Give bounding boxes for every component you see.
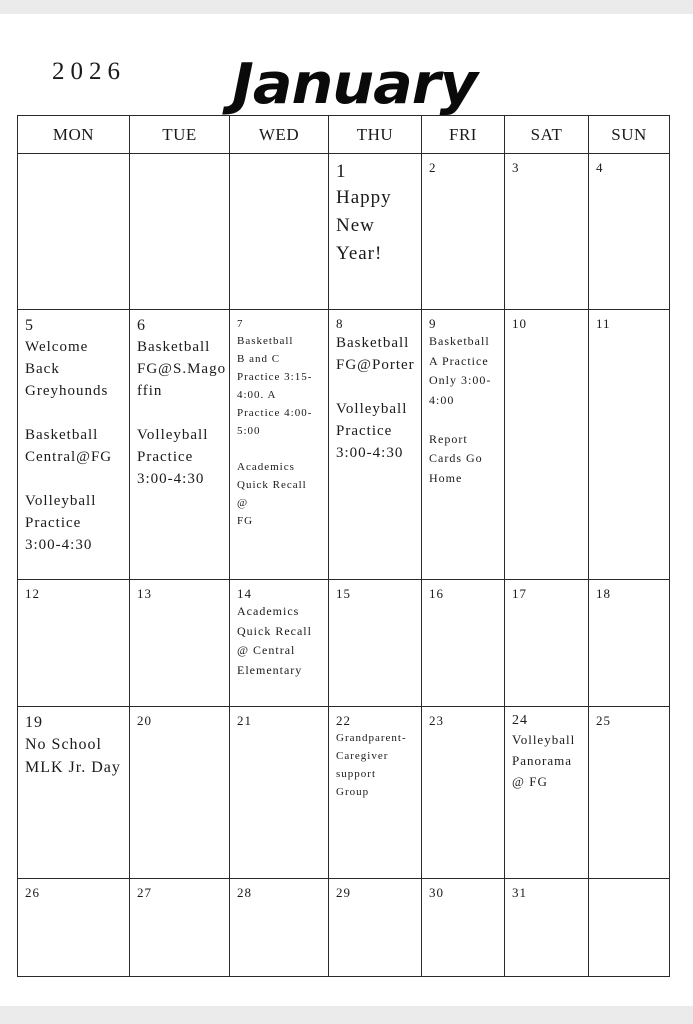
day-cell <box>422 154 505 310</box>
day-number: 21 <box>237 713 252 728</box>
day-cell <box>230 154 329 310</box>
day-number: 29 <box>336 885 351 900</box>
day-number: 17 <box>512 586 527 601</box>
day-number: 24 <box>512 713 528 728</box>
week-row <box>18 154 670 310</box>
day-number: 9 <box>429 316 437 331</box>
day-cell <box>505 707 589 879</box>
day-cell <box>230 310 329 580</box>
day-cell <box>505 580 589 707</box>
day-number: 15 <box>336 586 351 601</box>
day-event: No School MLK Jr. Day <box>25 736 121 776</box>
day-cell <box>422 707 505 879</box>
weekday-header: FRI <box>422 116 505 154</box>
day-cell <box>130 580 230 707</box>
day-cell <box>589 707 670 879</box>
day-event: Basketball FG@S.Mago ffin Volleyball Practice 3:00-4:30 <box>137 339 227 487</box>
day-cell <box>329 879 422 977</box>
day-cell <box>589 310 670 580</box>
day-number: 2 <box>429 160 437 175</box>
day-number: 16 <box>429 586 444 601</box>
day-cell <box>422 580 505 707</box>
day-cell <box>18 310 130 580</box>
day-cell <box>130 879 230 977</box>
week-row <box>18 310 670 580</box>
day-number: 18 <box>596 586 611 601</box>
day-cell <box>589 154 670 310</box>
day-event: Volleyball Panorama @ FG <box>512 732 576 789</box>
day-cell <box>18 879 130 977</box>
day-cell <box>130 154 230 310</box>
day-number: 5 <box>25 317 34 334</box>
day-cell <box>422 310 505 580</box>
day-cell <box>18 154 130 310</box>
day-number: 7 <box>237 318 244 330</box>
day-number: 3 <box>512 160 520 175</box>
calendar-page <box>0 14 693 1006</box>
day-number: 30 <box>429 885 444 900</box>
day-number: 13 <box>137 586 152 601</box>
day-cell <box>329 154 422 310</box>
day-cell <box>329 310 422 580</box>
day-number: 4 <box>596 160 604 175</box>
day-cell <box>422 879 505 977</box>
day-number: 14 <box>237 586 252 601</box>
day-cell <box>329 707 422 879</box>
weekday-header: SUN <box>589 116 670 154</box>
day-cell <box>130 707 230 879</box>
day-number: 26 <box>25 885 40 900</box>
weekday-header: WED <box>230 116 329 154</box>
day-number: 19 <box>25 714 43 731</box>
day-number: 11 <box>596 316 611 331</box>
weekday-header: MON <box>18 116 130 154</box>
day-event: Basketball B and C Practice 3:15- 4:00. A Practice 4:00- 5:00 Academics Quick Recall @ FG <box>237 335 313 527</box>
day-number: 31 <box>512 885 527 900</box>
calendar-grid <box>17 115 670 977</box>
day-cell <box>589 879 670 977</box>
weekday-header: TUE <box>130 116 230 154</box>
weekday-header: THU <box>329 116 422 154</box>
day-cell <box>329 580 422 707</box>
week-row <box>18 580 670 707</box>
day-number: 20 <box>137 713 152 728</box>
day-cell <box>505 154 589 310</box>
day-event: Basketball A Practice Only 3:00- 4:00 Report Cards Go Home <box>429 334 492 485</box>
day-number: 25 <box>596 713 611 728</box>
day-cell <box>18 580 130 707</box>
day-cell <box>589 580 670 707</box>
weekday-header: SAT <box>505 116 589 154</box>
day-cell <box>505 310 589 580</box>
day-number: 28 <box>237 885 252 900</box>
weekday-header-row <box>18 116 670 154</box>
day-cell <box>230 580 329 707</box>
week-row <box>18 879 670 977</box>
day-event: Happy New Year! <box>336 187 392 264</box>
day-number: 10 <box>512 316 527 331</box>
day-number: 22 <box>336 713 351 728</box>
day-number: 27 <box>137 885 152 900</box>
day-cell <box>130 310 230 580</box>
week-row <box>18 707 670 879</box>
day-number: 12 <box>25 586 40 601</box>
day-cell <box>230 707 329 879</box>
day-event: Academics Quick Recall @ Central Elementary <box>237 604 312 677</box>
day-cell <box>505 879 589 977</box>
day-number: 1 <box>336 161 347 182</box>
day-number: 6 <box>137 317 146 334</box>
day-event: Grandparent- Caregiver support Group <box>336 732 407 798</box>
day-cell <box>230 879 329 977</box>
day-number: 23 <box>429 713 444 728</box>
day-event: Basketball FG@Porter Volleyball Practice 3:00-4:30 <box>336 335 415 461</box>
month-title: January <box>232 52 477 117</box>
year-label: 2026 <box>52 58 126 85</box>
day-number: 8 <box>336 316 344 331</box>
day-event: Welcome Back Greyhounds Basketball Central@FG Volleyball Practice 3:00-4:30 <box>25 339 113 553</box>
day-cell <box>18 707 130 879</box>
